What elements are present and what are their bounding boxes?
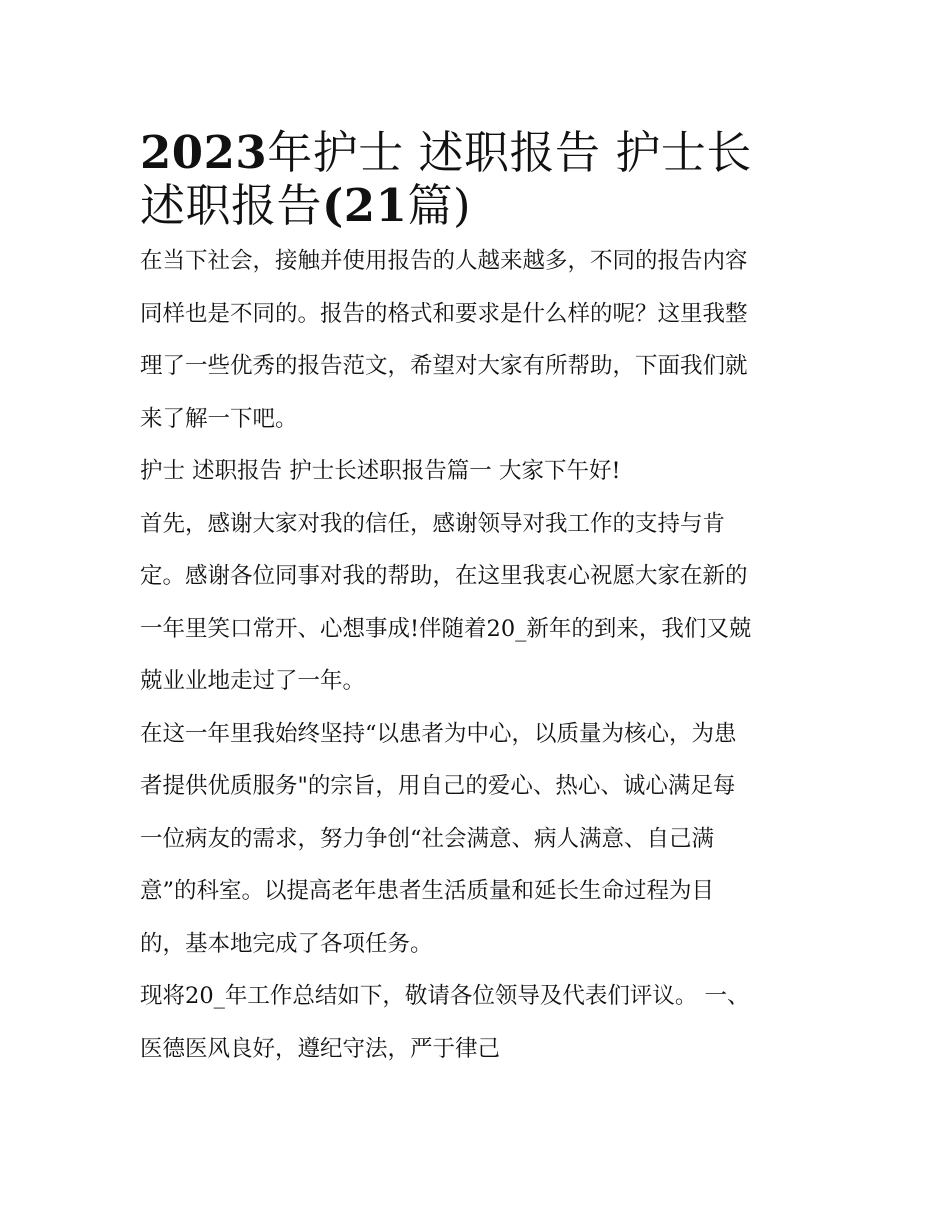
paragraph-summary (140, 970, 820, 1075)
text-line: 一年里笑口常开、心想事成!伴随着20_新年的到来，我们又兢 (140, 615, 752, 642)
document-title (140, 115, 820, 232)
document-content (140, 115, 820, 1075)
text-line: 来了解一下吧。 (140, 405, 298, 432)
text-line: 在这一年里我始终坚持“以患者为中心，以质量为核心，为患 (140, 720, 737, 747)
text-line: 一位病友的需求，努力争创“社会满意、病人满意、自己满 (140, 825, 715, 852)
paragraph-section-heading (140, 445, 820, 498)
text-line: 兢业业地走过了一年。 (140, 668, 366, 694)
text-line: 理了一些优秀的报告范文，希望对大家有所帮助，下面我们就 (140, 353, 748, 379)
title-line: 述职报告(21篇) (140, 178, 471, 232)
title-line: 2023年护士 述职报告 护士长 (140, 126, 752, 179)
text-line: 定。感谢各位同事对我的帮助，在这里我衷心祝愿大家在新的 (140, 563, 748, 589)
text-line: 者提供优质服务"的宗旨，用自己的爱心、热心、诚心满足每 (140, 773, 736, 799)
text-line: 现将20_年工作总结如下，敬请各位领导及代表们评议。 一、 (140, 983, 750, 1009)
text-line: 同样也是不同的。报告的格式和要求是什么样的呢？这里我整 (140, 300, 748, 327)
text-line: 首先，感谢大家对我的信任，感谢领导对我工作的支持与肯 (140, 510, 726, 537)
paragraph-principles (140, 708, 820, 971)
text-line: 的，基本地完成了各项任务。 (140, 930, 433, 957)
text-line: 意”的科室。以提高老年患者生活质量和延长生命过程为目 (140, 878, 715, 904)
text-line: 在当下社会，接触并使用报告的人越来越多，不同的报告内容 (140, 248, 748, 274)
paragraph-intro (140, 235, 820, 445)
text-line: 护士 述职报告 护士长述职报告篇一 大家下午好! (140, 458, 621, 484)
text-line: 医德医风良好，遵纪守法，严于律己 (140, 1035, 501, 1062)
paragraph-thanks (140, 498, 820, 708)
